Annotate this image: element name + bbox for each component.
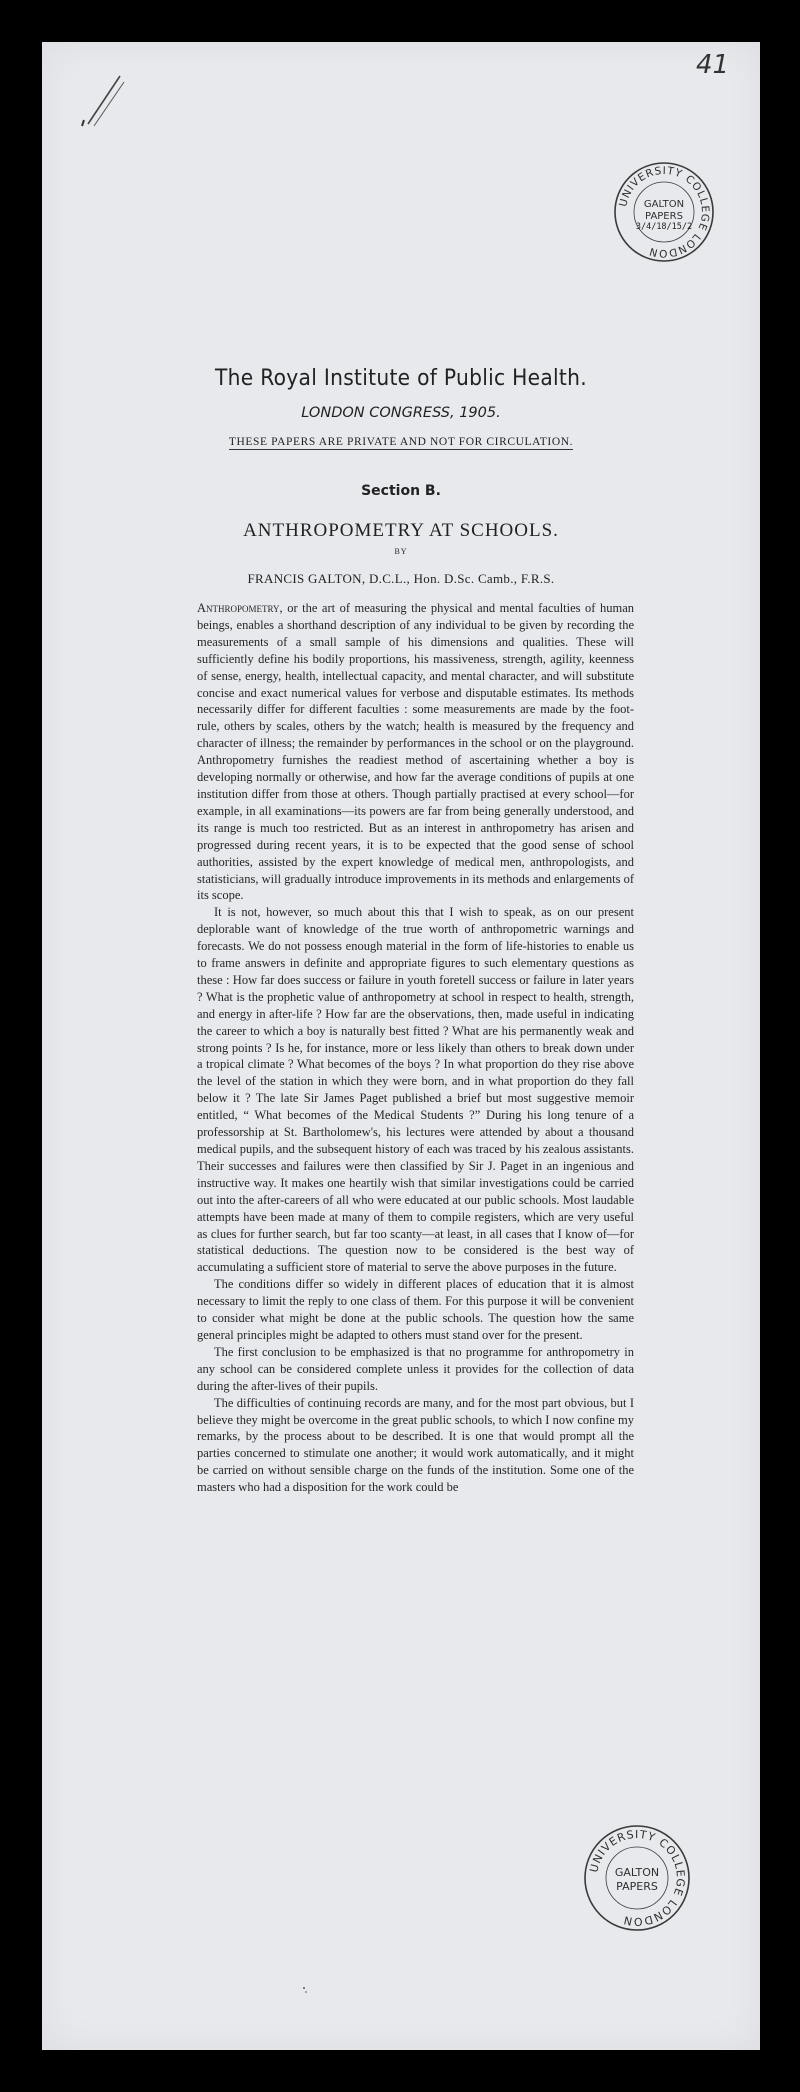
paragraph-5: The difficulties of continuing records are many, and for the most part obvious, but I believe they might be overcome in the great public schools, to which I now confine my remarks, by the process about to be described. It is one that would prompt all the parties concerned to stimulate one another; it would work automatically, and it might be carried on without sensible charge on the funds of the institution. Some one of the masters who had a disposition for the work could be xyxy=(197,1395,634,1495)
section-label: Section B. xyxy=(361,483,441,499)
author-line: FRANCIS GALTON, D.C.L., Hon. D.Sc. Camb., F.R.S. xyxy=(247,571,555,586)
article-body xyxy=(197,600,634,1496)
paragraph-4: The first conclusion to be emphasized is that no programme for anthropometry in any school can be considered complete unless it provides for the collection of data during the after-lives of their pupils. xyxy=(197,1344,634,1393)
paragraph-1: Anthropometry, or the art of measuring the physical and mental faculties of human beings, enables a shorthand description of any individual to be given by recording the measurements of a small sample of his dimensions and qualities. These will sufficiently define his bodily proportions, his massiveness, strength, agility, keenness of sense, energy, health, intellectual capacity, and mental character, and will substitute concise and exact numerical values for verbose and disputable estimates. Its methods necessarily differ for different faculties : some measurements are made by the foot-rule, others by scales, others by the watch; health is measured by the frequency and character of illness; the remainder by performances in the school or on the playground. Anthropometry furnishes the readiest method of ascertaining whether a boy is developing normally or otherwise, and how far the average conditions of pupils at one institution differ from those at others. Though partially practised at every school—for example, in all examinations—its powers are far from being generally understood, and its range is much too restricted. But as an interest in anthropometry has arisen and progressed during recent years, it is to be expected that the good sense of school authorities, assisted by the expert knowledge of medical men, anthropologists, and statisticians, will gradually introduce improvements in its methods and enlargements of its scope. xyxy=(197,601,634,903)
stamp-line2: PAPERS xyxy=(645,211,683,222)
paragraph-2: It is not, however, so much about this that I wish to speak, as on our present deplorable want of knowledge of the true worth of anthropometric warnings and forecasts. We do not possess enough material in the form of life-histories to enable us to frame answers in definite and appropriate figures to such elementary questions as these : How far does success or failure in youth foretell success or failure in later years ? What is the prophetic value of anthropometry at school in respect to health, strength, and energy in after-life ? How far are the observations, then, made useful in indicating the career to which a boy is naturally best fitted ? What are his permanently weak and strong points ? Is he, for instance, more or less likely than others to break down under a tropical climate ? What becomes of the boys ? In what proportion do they rise above the level of the station in which they were born, and in what proportion do they fall below it ? The late Sir James Paget published a brief but most suggestive memoir entitled, “ What becomes of the Medical Students ?” During his long tenure of a professorship at St. Bartholomew's, his lectures were attended by about a thousand medical pupils, and the subsequent history of each was traced by his zealous assistants. Their successes and failures were then classified by Sir J. Paget in an ingenious and instructive way. It makes one heartily wish that similar investigations could be carried out into the after-careers of all who were educated at our public schools. Most laudable attempts have been made at many of them to compile registers, which are very useful as clues for further search, but far too scanty—at least, in all cases that I know of—for statistical deductions. The question now to be considered is the best way of accumulating a sufficient store of material to serve the above purposes in the future. xyxy=(197,905,634,1275)
congress-title: LONDON CONGRESS, 1905. xyxy=(301,405,501,421)
opening-word: Anthropometry xyxy=(197,601,280,615)
stamp-ref: 3/4/18/15/2 xyxy=(635,222,693,232)
stamp-ring-text: UNIVERSITY COLLEGE LONDON xyxy=(587,1827,688,1929)
stamp-ring-text: UNIVERSITY COLLEGE LONDON xyxy=(617,164,712,260)
stamp-line1: GALTON xyxy=(643,199,685,210)
galton-papers-stamp-bottom xyxy=(582,1823,692,1933)
paragraph-3: The conditions differ so widely in different places of education that it is almost necessary to limit the reply to one class of them. For this purpose it will be convenient to consider what might be done at the public schools. The question how the same general principles might be adapted to others must stand over for the present. xyxy=(197,1277,634,1342)
paper-speck xyxy=(302,1986,310,1994)
stamp-line1: GALTON xyxy=(614,1866,660,1879)
galton-papers-stamp xyxy=(612,160,716,264)
paper-title: ANTHROPOMETRY AT SCHOOLS. xyxy=(243,520,559,541)
privacy-notice: THESE PAPERS ARE PRIVATE AND NOT FOR CIRCULATION. xyxy=(228,436,574,448)
stamp-line2: PAPERS xyxy=(616,1880,658,1893)
pencil-mark xyxy=(80,70,130,130)
byline-by: BY xyxy=(394,547,408,556)
folio-number: 41 xyxy=(696,50,730,80)
institute-title: The Royal Institute of Public Health. xyxy=(215,366,587,391)
